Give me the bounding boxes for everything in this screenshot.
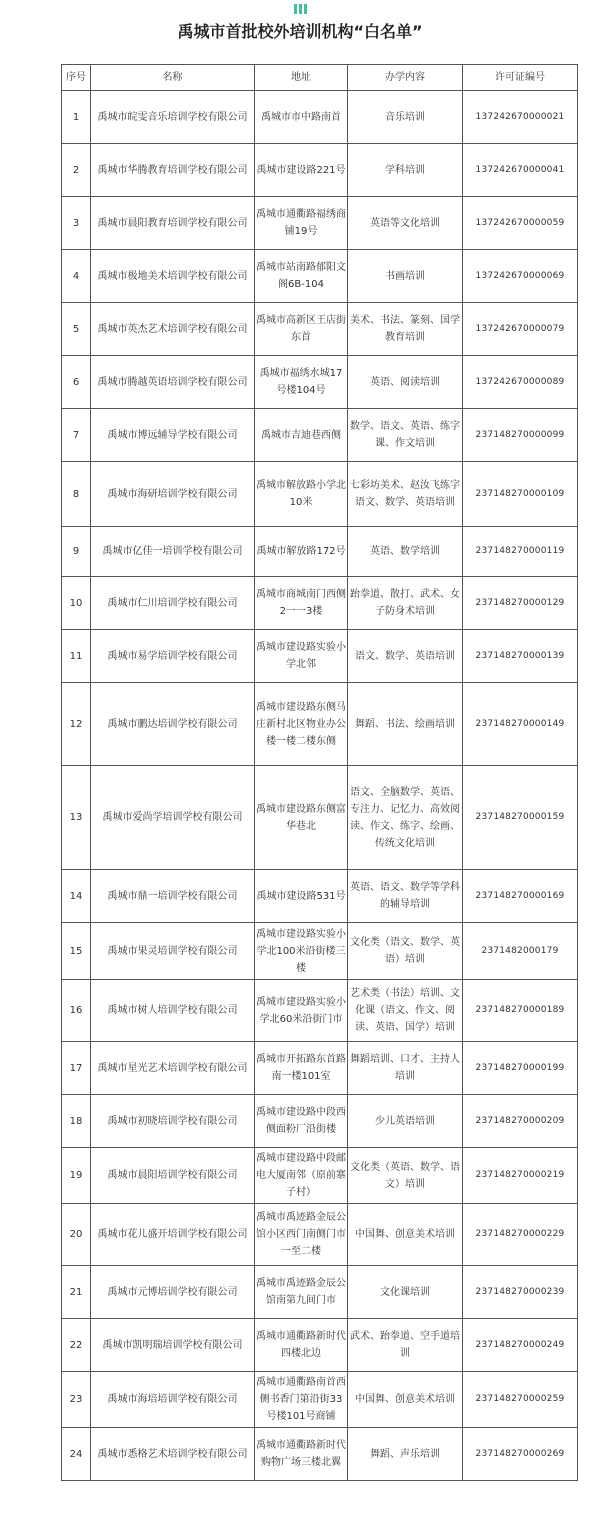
table-row (62, 683, 578, 766)
cell-content: 武术、跆拳道、空手道培训 (348, 1319, 463, 1372)
header-content: 办学内容 (348, 65, 463, 91)
cell-content: 数学、语文、英语、练字课、作文培训 (348, 409, 463, 462)
cell-address: 禹城市高新区王店街东首 (255, 303, 348, 356)
table-row (62, 577, 578, 630)
cell-license: 237148270000229 (463, 1204, 578, 1266)
cell-name: 禹城市星光艺术培训学校有限公司 (91, 1042, 255, 1095)
table-row (62, 1428, 578, 1481)
cell-name: 禹城市易学培训学校有限公司 (91, 630, 255, 683)
table-row (62, 1095, 578, 1148)
cell-license: 137242670000089 (463, 356, 578, 409)
cell-name: 禹城市悉格艺术培训学校有限公司 (91, 1428, 255, 1481)
cell-content: 英语、语文、数学等学科的辅导培训 (348, 870, 463, 923)
cell-name: 禹城市腾越英语培训学校有限公司 (91, 356, 255, 409)
cell-index: 4 (62, 250, 91, 303)
cell-name: 禹城市华腾教育培训学校有限公司 (91, 144, 255, 197)
cell-index: 15 (62, 923, 91, 980)
table-row (62, 197, 578, 250)
cell-content: 少儿英语培训 (348, 1095, 463, 1148)
cell-license: 237148270000159 (463, 766, 578, 870)
table-row (62, 980, 578, 1042)
header-license: 许可证编号 (463, 65, 578, 91)
cell-index: 8 (62, 462, 91, 527)
cell-index: 1 (62, 91, 91, 144)
cell-license: 237148270000249 (463, 1319, 578, 1372)
table-row (62, 303, 578, 356)
cell-content: 音乐培训 (348, 91, 463, 144)
cell-name: 禹城市爱尚学培训学校有限公司 (91, 766, 255, 870)
cell-content: 英语等文化培训 (348, 197, 463, 250)
cell-content: 美术、书法、篆刻、国学教育培训 (348, 303, 463, 356)
cell-name: 禹城市鼎一培训学校有限公司 (91, 870, 255, 923)
cell-name: 禹城市海研培训学校有限公司 (91, 462, 255, 527)
cell-license: 237148270000169 (463, 870, 578, 923)
cell-name: 禹城市博远辅导学校有限公司 (91, 409, 255, 462)
cell-address: 禹城市解放路172号 (255, 527, 348, 577)
cell-index: 5 (62, 303, 91, 356)
cell-index: 6 (62, 356, 91, 409)
cell-license: 237148270000259 (463, 1372, 578, 1428)
cell-index: 13 (62, 766, 91, 870)
cell-address: 禹城市解放路小学北10米 (255, 462, 348, 527)
cell-name: 禹城市晨阳培训学校有限公司 (91, 1148, 255, 1204)
cell-name: 禹城市亿佳一培训学校有限公司 (91, 527, 255, 577)
cell-index: 17 (62, 1042, 91, 1095)
cell-address: 禹城市通衢路新时代四楼北边 (255, 1319, 348, 1372)
cell-address: 禹城市建设路531号 (255, 870, 348, 923)
header-name: 名称 (91, 65, 255, 91)
cell-content: 文化类（英语、数学、语文）培训 (348, 1148, 463, 1204)
cell-name: 禹城市海培培训学校有限公司 (91, 1372, 255, 1428)
cell-license: 237148270000209 (463, 1095, 578, 1148)
cell-license: 137242670000041 (463, 144, 578, 197)
cell-name: 禹城市花儿盛开培训学校有限公司 (91, 1204, 255, 1266)
cell-license: 237148270000219 (463, 1148, 578, 1204)
cell-index: 16 (62, 980, 91, 1042)
cell-name: 禹城市英杰艺术培训学校有限公司 (91, 303, 255, 356)
page-title: 禹城市首批校外培训机构“白名单” (177, 22, 423, 41)
cell-address: 禹城市建设路221号 (255, 144, 348, 197)
cell-index: 14 (62, 870, 91, 923)
table-row (62, 870, 578, 923)
header-index: 序号 (62, 65, 91, 91)
cell-content: 中国舞、创意美术培训 (348, 1204, 463, 1266)
cell-license: 237148270000099 (463, 409, 578, 462)
cell-name: 禹城市皖雯音乐培训学校有限公司 (91, 91, 255, 144)
cell-address: 禹城市开拓路东首路南一楼101室 (255, 1042, 348, 1095)
table-row (62, 462, 578, 527)
cell-address: 禹城市通衢路南首西侧书香门第沿街33号楼101号商铺 (255, 1372, 348, 1428)
cell-address: 禹城市禹迹路金辰公馆小区西门南侧门市一至二楼 (255, 1204, 348, 1266)
cell-name: 禹城市元博培训学校有限公司 (91, 1266, 255, 1319)
cell-address: 禹城市商城南门西侧2一一3楼 (255, 577, 348, 630)
table-row (62, 1042, 578, 1095)
table-row (62, 356, 578, 409)
cell-license: 237148270000189 (463, 980, 578, 1042)
cell-name: 禹城市果灵培训学校有限公司 (91, 923, 255, 980)
cell-name: 禹城市鹏达培训学校有限公司 (91, 683, 255, 766)
cell-license: 237148270000129 (463, 577, 578, 630)
cell-license: 237148270000139 (463, 630, 578, 683)
cell-name: 禹城市树人培训学校有限公司 (91, 980, 255, 1042)
cell-address: 禹城市站南路郁阳文阁6B-104 (255, 250, 348, 303)
cell-content: 文化课培训 (348, 1266, 463, 1319)
cell-license: 2371482000179 (463, 923, 578, 980)
cell-index: 7 (62, 409, 91, 462)
cell-index: 19 (62, 1148, 91, 1204)
cell-content: 舞蹈培训、口才、主持人培训 (348, 1042, 463, 1095)
cell-address: 禹城市通衢路新时代购物广场三楼北翼 (255, 1428, 348, 1481)
cell-license: 137242670000021 (463, 91, 578, 144)
cell-address: 禹城市建设路实验小学北60米沿街门市 (255, 980, 348, 1042)
cell-name: 禹城市晨阳教育培训学校有限公司 (91, 197, 255, 250)
cell-license: 237148270000149 (463, 683, 578, 766)
cell-license: 137242670000069 (463, 250, 578, 303)
cell-license: 137242670000079 (463, 303, 578, 356)
cell-address: 禹城市建设路中段西侧面粉厂沿街楼 (255, 1095, 348, 1148)
cell-content: 语文、全脑数学、英语、专注力、记忆力、高效阅读、作文、练字、绘画、传统文化培训 (348, 766, 463, 870)
header-address: 地址 (255, 65, 348, 91)
cell-address: 禹城市市中路南首 (255, 91, 348, 144)
cell-index: 12 (62, 683, 91, 766)
cell-content: 英语、数学培训 (348, 527, 463, 577)
table-row (62, 527, 578, 577)
cell-index: 24 (62, 1428, 91, 1481)
institution-table (61, 64, 578, 1481)
table-row (62, 1148, 578, 1204)
cell-index: 23 (62, 1372, 91, 1428)
cell-license: 237148270000119 (463, 527, 578, 577)
cell-license: 237148270000199 (463, 1042, 578, 1095)
cell-content: 七彩坊美术、赵汝飞练字语文、数学、英语培训 (348, 462, 463, 527)
table-row (62, 1204, 578, 1266)
table-row (62, 923, 578, 980)
cell-address: 禹城市建设路东侧马庄新村北区物业办公楼一楼二楼东侧 (255, 683, 348, 766)
table-row (62, 1266, 578, 1319)
cell-index: 10 (62, 577, 91, 630)
table-row (62, 766, 578, 870)
cell-content: 中国舞、创意美术培训 (348, 1372, 463, 1428)
table-row (62, 1372, 578, 1428)
title-decoration (294, 4, 308, 14)
cell-address: 禹城市吉迪巷西侧 (255, 409, 348, 462)
cell-name: 禹城市初晓培训学校有限公司 (91, 1095, 255, 1148)
table-row (62, 630, 578, 683)
table-row (62, 409, 578, 462)
cell-content: 跆拳道、散打、武术、女子防身术培训 (348, 577, 463, 630)
cell-content: 舞蹈、书法、绘画培训 (348, 683, 463, 766)
cell-address: 禹城市福绣水城17号楼104号 (255, 356, 348, 409)
cell-address: 禹城市建设路中段邮电大厦南邻（原前寨子村） (255, 1148, 348, 1204)
cell-license: 237148270000109 (463, 462, 578, 527)
cell-name: 禹城市极地美术培训学校有限公司 (91, 250, 255, 303)
cell-content: 语文、数学、英语培训 (348, 630, 463, 683)
cell-index: 3 (62, 197, 91, 250)
table-header-row (62, 65, 578, 91)
cell-index: 9 (62, 527, 91, 577)
cell-content: 书画培训 (348, 250, 463, 303)
cell-address: 禹城市建设路实验小学北100米沿街楼三楼 (255, 923, 348, 980)
cell-index: 18 (62, 1095, 91, 1148)
cell-index: 22 (62, 1319, 91, 1372)
cell-index: 11 (62, 630, 91, 683)
cell-license: 137242670000059 (463, 197, 578, 250)
cell-address: 禹城市建设路实验小学北邻 (255, 630, 348, 683)
cell-address: 禹城市建设路东侧富华巷北 (255, 766, 348, 870)
table-row (62, 144, 578, 197)
cell-index: 2 (62, 144, 91, 197)
cell-name: 禹城市凯明瑞培训学校有限公司 (91, 1319, 255, 1372)
cell-content: 英语、阅读培训 (348, 356, 463, 409)
cell-content: 艺术类（书法）培训、文化课（语文、作文、阅读、英语、国学）培训 (348, 980, 463, 1042)
cell-license: 237148270000269 (463, 1428, 578, 1481)
cell-content: 文化类（语文、数学、英语）培训 (348, 923, 463, 980)
cell-index: 21 (62, 1266, 91, 1319)
cell-name: 禹城市仁川培训学校有限公司 (91, 577, 255, 630)
table-row (62, 1319, 578, 1372)
cell-index: 20 (62, 1204, 91, 1266)
cell-address: 禹城市通衢路福绣商铺19号 (255, 197, 348, 250)
cell-license: 237148270000239 (463, 1266, 578, 1319)
cell-content: 舞蹈、声乐培训 (348, 1428, 463, 1481)
cell-address: 禹城市禹迹路金辰公馆南第九间门市 (255, 1266, 348, 1319)
table-row (62, 91, 578, 144)
cell-content: 学科培训 (348, 144, 463, 197)
table-row (62, 250, 578, 303)
